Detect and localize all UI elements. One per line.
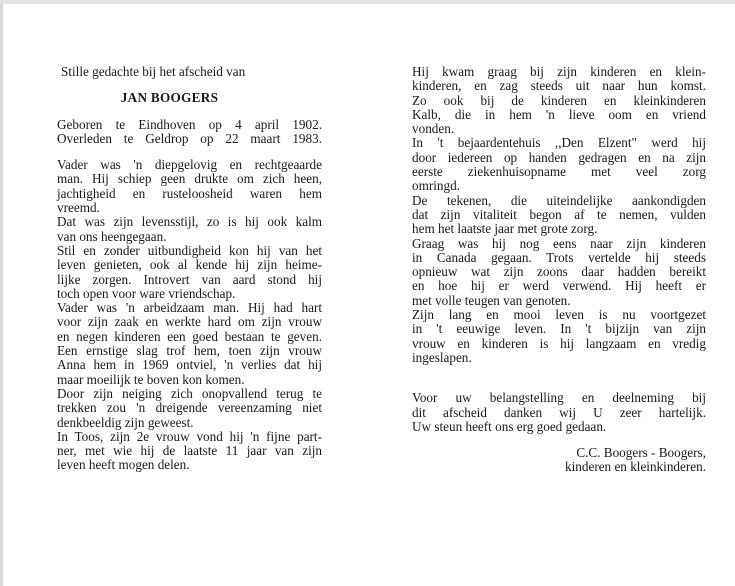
text-line: voor zijn zaak en werkte hard om zijn vrouw xyxy=(57,314,322,330)
text-line: hem het laatste jaar met grote zorg. xyxy=(412,221,598,237)
text-line: met volle teugen van genoten. xyxy=(412,292,571,308)
text-line: en negen kinderen een goed bestaan te geven. xyxy=(57,328,322,344)
scan-edge-top xyxy=(0,0,735,4)
text-line: Kalb, die in hem 'n lieve oom en vriend xyxy=(412,106,706,122)
right-column xyxy=(412,65,706,475)
text-line: van ons heengegaan. xyxy=(57,228,167,244)
text-line: dat zijn vitaliteit begon af te nemen, vulden xyxy=(412,206,706,222)
text-line: Vader was 'n arbeidzaam man. Hij had hart xyxy=(57,300,322,316)
text-line: jachtigheid en rusteloosheid waren hem xyxy=(57,185,322,201)
text-line: Zijn lang en mooi leven is nu voortgezet xyxy=(412,307,706,323)
text-line: eerste ziekenhuisopname met veel zorg xyxy=(412,164,706,180)
text-line: in 't eeuwige leven. In 't bijzijn van zijn xyxy=(412,321,706,337)
text-line: toch open voor ware vriendschap. xyxy=(57,285,236,301)
signature-line: kinderen en kleinkinderen. xyxy=(565,459,706,475)
text-line: leven heeft mogen delen. xyxy=(57,457,190,473)
text-line: ner, met wie hij de laatste 11 jaar van zijn xyxy=(57,443,322,459)
text-line: Stil en zonder uitbundigheid kon hij van het xyxy=(57,242,322,258)
text-line: De tekenen, die uiteindelijke aankondigden xyxy=(412,192,706,208)
text-line: door iedereen op handen gedragen en na zijn xyxy=(412,149,706,165)
text-line: in Canada gegaan. Trots vertelde hij steeds xyxy=(412,249,706,265)
died-line: Overleden te Geldrop op 22 maart 1983. xyxy=(57,130,322,146)
text-line: denkbeeldig zijn geweest. xyxy=(57,414,194,430)
text-line: vrouw en kinderen is hij langzaam en vredig xyxy=(412,335,706,351)
text-line: opnieuw wat zijn zoons daar hadden bereikt xyxy=(412,264,706,280)
text-line: In 't bejaardentehuis ,,Den Elzent" werd hij xyxy=(412,135,706,151)
text-line: en hoe hij er werd verwend. Hij heeft er xyxy=(412,278,706,294)
thanks-line: Uw steun heeft ons erg goed gedaan. xyxy=(412,418,607,434)
text-line: Een ernstige slag trof hem, toen zijn vrouw xyxy=(57,343,322,359)
text-line: omringd. xyxy=(412,178,460,194)
text-line: trekken zou 'n dreigende vereenzaming niet xyxy=(57,400,322,416)
text-line: lijke zorgen. Introvert van aard stond hij xyxy=(57,271,322,287)
thanks-line: Voor uw belangstelling en deelneming bij xyxy=(412,390,706,406)
text-line: kinderen, en zag steeds uit naar hun komst. xyxy=(412,78,706,94)
text-line: Zo ook bij de kinderen en kleinkinderen xyxy=(412,92,706,108)
text-line: Hij kwam graag bij zijn kinderen en klein- xyxy=(412,64,706,79)
text-line: In Toos, zijn 2e vrouw vond hij 'n fijne part- xyxy=(57,428,322,444)
text-line: vreemd. xyxy=(57,200,100,216)
born-line: Geboren te Eindhoven op 4 april 1902. xyxy=(57,116,322,132)
signature-line: C.C. Boogers - Boogers, xyxy=(576,445,706,461)
text-line: man. Hij schiep geen drukte om zich heen, xyxy=(57,171,322,187)
deceased-name: JAN BOOGERS xyxy=(120,90,219,106)
text-line: ingeslapen. xyxy=(412,349,472,365)
text-line: Vader was 'n diepgelovig en rechtgeaarde xyxy=(57,157,322,173)
thanks-line: dit afscheid danken wij U zeer hartelijk. xyxy=(412,404,706,420)
text-line: Graag was hij nog eens naar zijn kinderen xyxy=(412,235,706,251)
text-line: Door zijn neiging zich onopvallend terug te xyxy=(57,385,322,401)
scan-edge-left xyxy=(0,0,3,586)
heading: Stille gedachte bij het afscheid van xyxy=(61,64,246,79)
text-line: vonden. xyxy=(412,121,455,137)
left-column xyxy=(57,65,322,473)
text-line: Anna hem in 1969 ontviel, 'n verlies dat hij xyxy=(57,357,322,373)
text-line: Dat was zijn levensstijl, zo is hij ook kalm xyxy=(57,214,322,230)
text-line: maar moeilijk te boven kon komen. xyxy=(57,371,245,387)
text-line: leven genieten, ook al kende hij zijn heime- xyxy=(57,257,322,273)
